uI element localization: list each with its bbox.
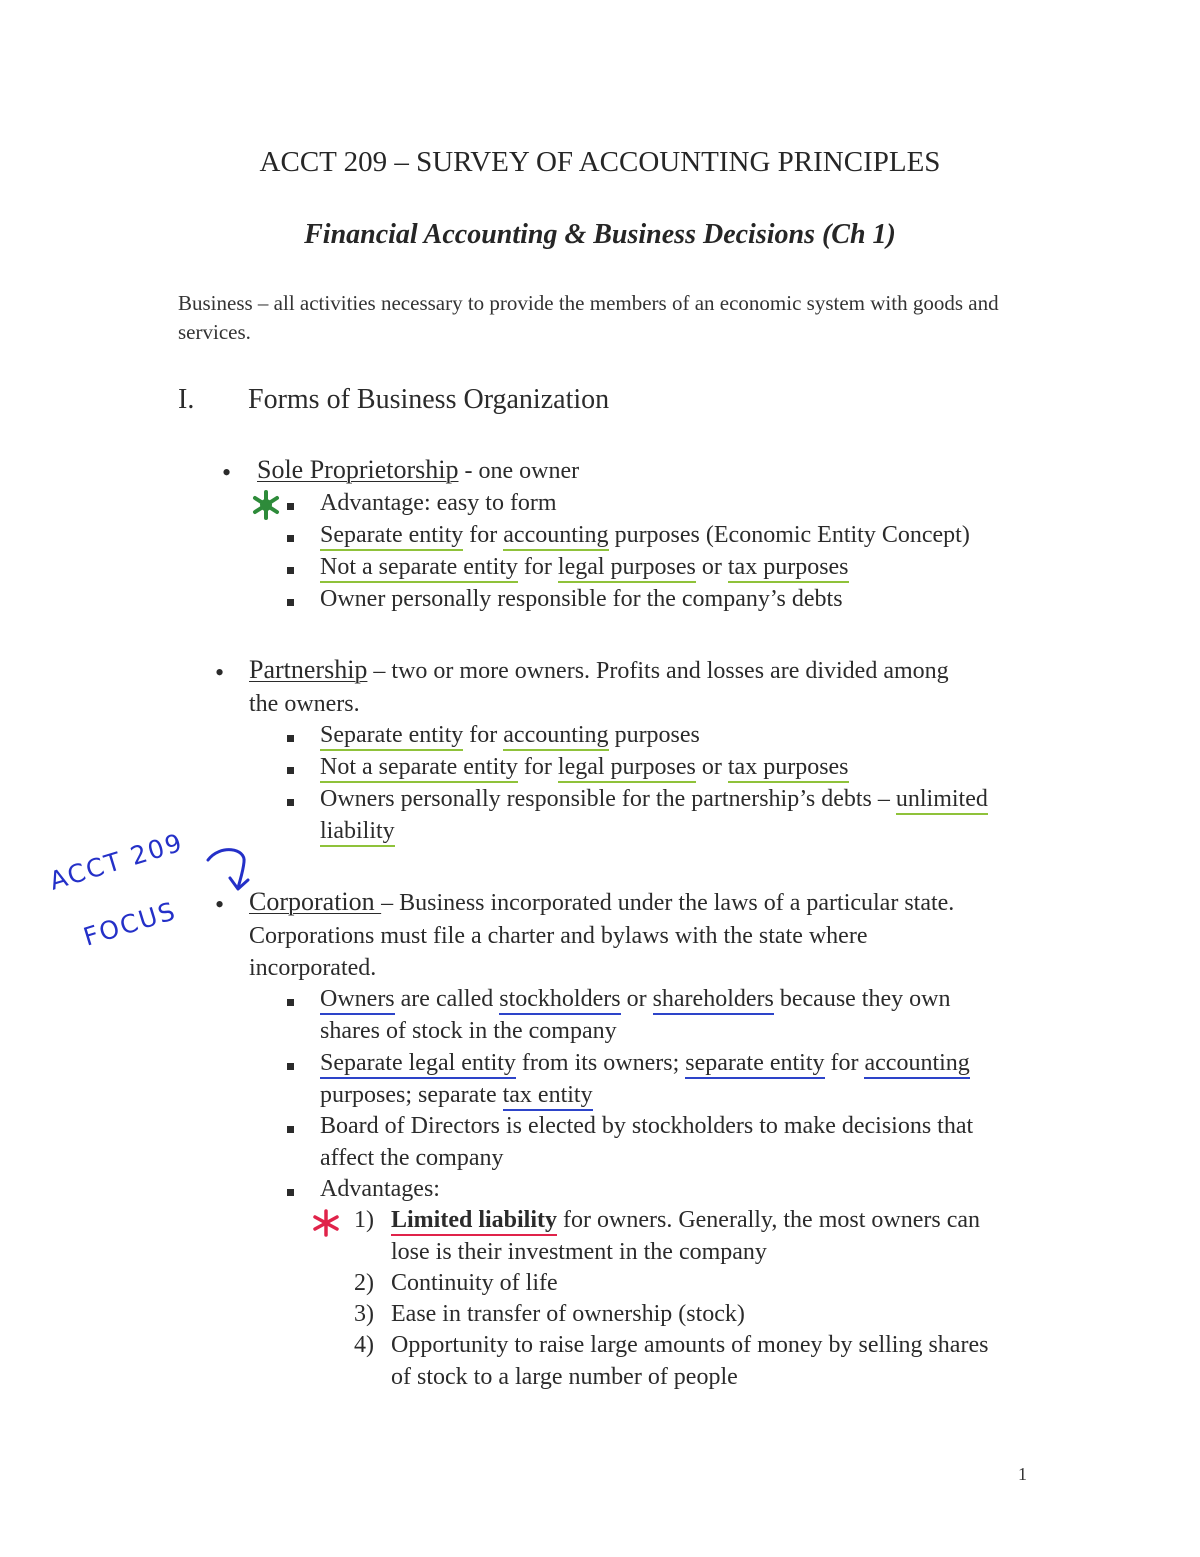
highlight-blue: stockholders — [499, 986, 620, 1015]
highlight-green: legal purposes — [558, 554, 696, 583]
highlight-green: tax purposes — [728, 554, 849, 583]
highlight-green: Not a separate entity — [320, 754, 518, 783]
bullet-square — [287, 535, 294, 542]
text: or — [695, 754, 728, 780]
highlight-blue: Separate legal entity — [320, 1050, 516, 1079]
bullet-square — [287, 735, 294, 742]
advantage-number: 3) — [354, 1301, 374, 1327]
highlight-green: Not a separate entity — [320, 554, 518, 583]
corporation-bullet-3: Board of Directors is elected by stockholders to make decisions that — [320, 1113, 974, 1139]
advantage-4: Opportunity to raise large amounts of money by selling shares — [391, 1332, 989, 1358]
text: from its owners; — [515, 1050, 686, 1076]
advantage-2: Continuity of life — [391, 1270, 558, 1296]
highlight-green: liability — [320, 818, 395, 847]
corporation-heading-text: Corporation — [249, 887, 382, 916]
text: for owners. Generally, the most owners can — [557, 1207, 980, 1233]
handwritten-note-line-2: FOCUS — [80, 896, 180, 952]
sole-bullet-2 — [320, 522, 970, 549]
text: purposes; separate — [320, 1082, 503, 1108]
partnership-heading-text: Partnership — [249, 655, 368, 684]
corporation-bullet-1-cont: shares of stock in the company — [320, 1018, 617, 1044]
corporation-desc-1: – Business incorporated under the laws of a particular state. — [381, 890, 955, 916]
advantage-4-cont: of stock to a large number of people — [391, 1364, 738, 1390]
highlight-green: accounting — [503, 522, 608, 551]
partnership-desc-2: the owners. — [249, 691, 360, 717]
text: are called — [394, 986, 500, 1012]
document-title: ACCT 209 – SURVEY OF ACCOUNTING PRINCIPLES — [259, 146, 941, 178]
highlight-red: Limited liability — [391, 1207, 557, 1236]
sole-bullet-3 — [320, 554, 849, 581]
green-star-icon — [252, 489, 280, 521]
bullet-dot: • — [222, 458, 232, 487]
text: purposes — [608, 722, 700, 748]
advantage-1 — [391, 1207, 980, 1234]
text: Owners personally responsible for the partnership’s debts – — [320, 786, 896, 812]
partnership-bullet-3-cont — [320, 818, 395, 845]
text: or — [620, 986, 653, 1012]
partnership-desc-1: – two or more owners. Profits and losses are divided among — [367, 658, 949, 684]
text: for — [463, 522, 504, 548]
corporation-desc-2: Corporations must file a charter and bylaws with the state where — [249, 923, 868, 949]
bullet-square — [287, 503, 294, 510]
advantage-number: 4) — [354, 1332, 374, 1358]
document-subtitle: Financial Accounting & Business Decisions (Ch 1) — [304, 219, 896, 250]
highlight-blue: shareholders — [653, 986, 774, 1015]
corporation-heading — [249, 887, 954, 917]
sole-bullet-4: Owner personally responsible for the company’s debts — [320, 586, 843, 612]
highlight-green: unlimited — [896, 786, 988, 815]
bullet-square — [287, 1063, 294, 1070]
sole-heading-text: Sole Proprietorship — [257, 455, 459, 484]
text: or — [695, 554, 728, 580]
advantage-number: 2) — [354, 1270, 374, 1296]
bullet-square — [287, 1126, 294, 1133]
highlight-green: accounting — [503, 722, 608, 751]
section-number: I. — [178, 384, 195, 415]
bullet-square — [287, 799, 294, 806]
advantage-number: 1) — [354, 1207, 374, 1233]
highlight-blue: accounting — [864, 1050, 969, 1079]
text: for — [517, 754, 558, 780]
section-title: Forms of Business Organization — [248, 384, 610, 415]
corporation-bullet-2 — [320, 1050, 970, 1077]
corporation-desc-3: incorporated. — [249, 955, 377, 981]
partnership-bullet-1 — [320, 722, 700, 749]
red-star-icon — [312, 1208, 340, 1238]
bullet-square — [287, 999, 294, 1006]
highlight-green: Separate entity — [320, 722, 463, 751]
partnership-heading — [249, 655, 949, 685]
text: for — [824, 1050, 865, 1076]
corporation-bullet-1 — [320, 986, 950, 1013]
advantage-1-cont: lose is their investment in the company — [391, 1239, 767, 1265]
bullet-square — [287, 567, 294, 574]
highlight-blue: separate entity — [685, 1050, 824, 1079]
sole-bullet-1: Advantage: easy to form — [320, 490, 557, 516]
bullet-dot: • — [215, 890, 225, 919]
corporation-bullet-2-cont — [320, 1082, 593, 1109]
business-definition: Business – all activities necessary to provide the members of an economic system with goods and services. — [178, 291, 999, 344]
highlight-blue: Owners — [320, 986, 395, 1015]
corporation-bullet-4: Advantages: — [320, 1176, 440, 1202]
text: purposes (Economic Entity Concept) — [608, 522, 970, 548]
partnership-bullet-3 — [320, 786, 988, 813]
bullet-dot: • — [215, 658, 225, 687]
bullet-square — [287, 1189, 294, 1196]
text: for — [517, 554, 558, 580]
highlight-green: legal purposes — [558, 754, 696, 783]
highlight-green: Separate entity — [320, 522, 463, 551]
text: for — [463, 722, 504, 748]
corporation-bullet-3-cont: affect the company — [320, 1145, 504, 1171]
text: because they own — [773, 986, 951, 1012]
handwritten-note-line-1: ACCT 209 — [46, 827, 187, 896]
sole-desc: - one owner — [458, 458, 580, 484]
bullet-square — [287, 767, 294, 774]
highlight-green: tax purposes — [728, 754, 849, 783]
page-number: 1 — [1018, 1464, 1027, 1484]
highlight-blue: tax entity — [503, 1082, 593, 1111]
advantage-3: Ease in transfer of ownership (stock) — [391, 1301, 745, 1327]
partnership-bullet-2 — [320, 754, 849, 781]
sole-proprietorship-heading — [257, 455, 579, 485]
bullet-square — [287, 599, 294, 606]
